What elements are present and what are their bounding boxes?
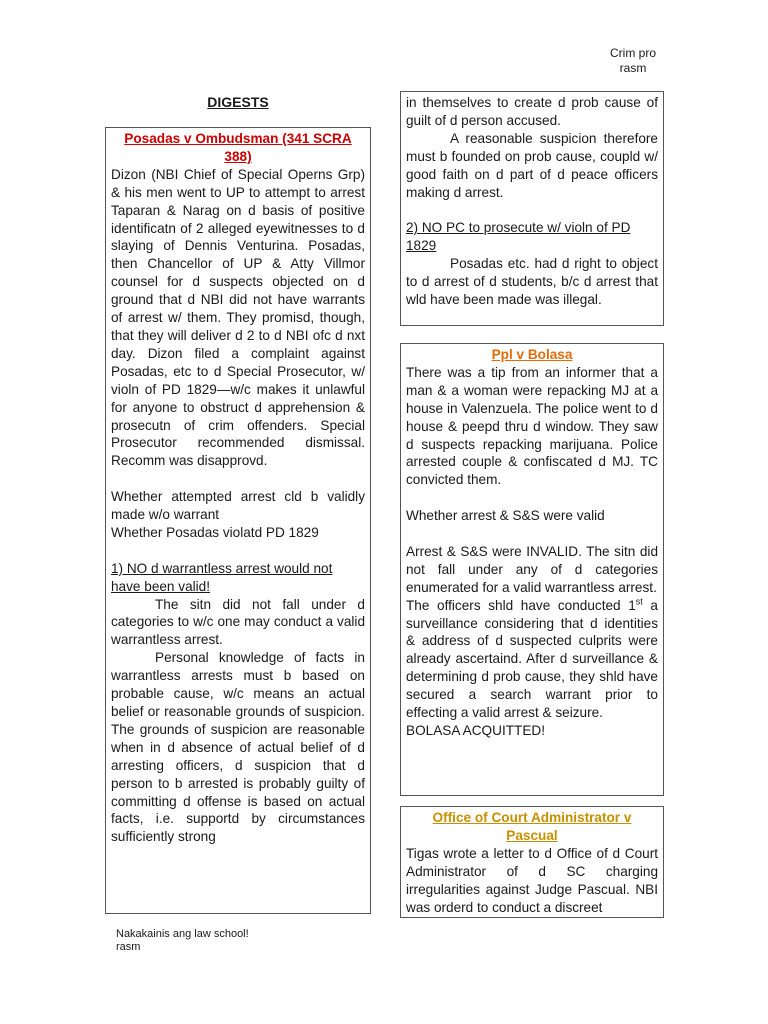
case-held: 1) NO d warrantless arrest would not have been valid! [111, 560, 333, 594]
header-author: rasm [619, 61, 647, 75]
case-title-pascual: Office of Court Administrator v Pascual [432, 810, 632, 843]
case-verdict: BOLASA ACQUITTED! [406, 723, 545, 738]
case-paragraph: Posadas etc. had d right to object to d arrest of d students, b/c d arrest that wld have been made was illegal. [406, 256, 658, 307]
case-paragraph: Personal knowledge of facts in warrantless arrests must b based on probable cause, w/c means an actual belief or reasonable grounds of suspicion. The grounds of suspicion are reasonable when in d absence of actual belief of d arresting officers, d suspicion that d person to b arrested is probably guilty of committing d offense is based on actual facts, i.e. supportd by circumstances sufficiently strong [111, 650, 365, 845]
case-issue: Whether attempted arrest cld b validly made w/o warrant [111, 489, 365, 523]
case-paragraph: The sitn did not fall under d categories to w/c one may conduct a valid warrantless arrest. [111, 596, 365, 648]
reasoning-text: The officers shld have conducted 1 [406, 597, 636, 613]
case-facts: Tigas wrote a letter to d Office of d Court Administrator of d SC charging irregularities against Judge Pascual. NBI was orderd to conduct a discreet [406, 845, 658, 915]
header-course: Crim pro [609, 46, 656, 60]
case-reasoning [406, 597, 658, 722]
case-box-pascual [400, 806, 664, 918]
case-box-posadas [105, 127, 371, 914]
case-paragraph: in themselves to create d prob cause of guilt of d person accused. [406, 95, 658, 128]
page-footer [116, 928, 249, 954]
ordinal-suffix: st [635, 596, 643, 607]
page-header [610, 46, 656, 76]
case-title-bolasa: Ppl v Bolasa [491, 347, 573, 362]
footer-author: rasm [116, 941, 141, 953]
footer-note: Nakakainis ang law school! [116, 928, 249, 940]
case-issue: Whether Posadas violatd PD 1829 [111, 524, 319, 540]
case-facts: There was a tip from an informer that a man & a woman were repacking MJ at a house in Valenzuela. The police went to d house & peepd thru d window. They saw d suspects repacking marijuana. Police arrested couple & confiscated d MJ. TC convicted them. [406, 364, 658, 488]
case-paragraph: A reasonable suspicion therefore must b founded on prob cause, coupld w/ good faith on d part of d peace officers making d arrest. [406, 130, 658, 200]
case-box-posadas-continued [400, 91, 664, 326]
case-held: Arrest & S&S were INVALID. The sitn did not fall under any of d categories enumerated for a valid warrantless arrest. [406, 543, 658, 595]
case-box-bolasa [400, 343, 664, 796]
digests-heading: DIGESTS [207, 94, 269, 110]
reasoning-text: a surveillance considering that d identities & address of d suspected culprits were already ascertaind. After d surveillance & determining d prob cause, they shld have secured a search warrant prior to effecting a valid arrest & seizure. [406, 597, 658, 721]
case-issue: Whether arrest & S&S were valid [406, 508, 605, 524]
case-held: 2) NO PC to prosecute w/ violn of PD 1829 [406, 220, 631, 254]
case-facts: Dizon (NBI Chief of Special Operns Grp) & his men went to UP to attempt to arrest Taparan & Narag on d basis of positive identificatn of 2 alleged eyewitnesses to d slaying of Dennis Venturina. Posadas, then Chancellor of UP & Atty Villmor counsel for d suspects objected on d ground that d NBI did not have warrants of arrest w/ them. They promisd, though, that they will deliver d 2 to d NBI ofc d nxt day. Dizon filed a complaint against Posadas, etc to d Special Prosecutor, w/ violn of PD 1829—w/c makes it unlawful for anyone to obstruct d apprehension & prosecutn of crim offenders. Special Prosecutor recommended dismissal. Recomm was disapprovd. [111, 166, 365, 469]
case-title-posadas: Posadas v Ombudsman (341 SCRA 388) [124, 131, 352, 164]
